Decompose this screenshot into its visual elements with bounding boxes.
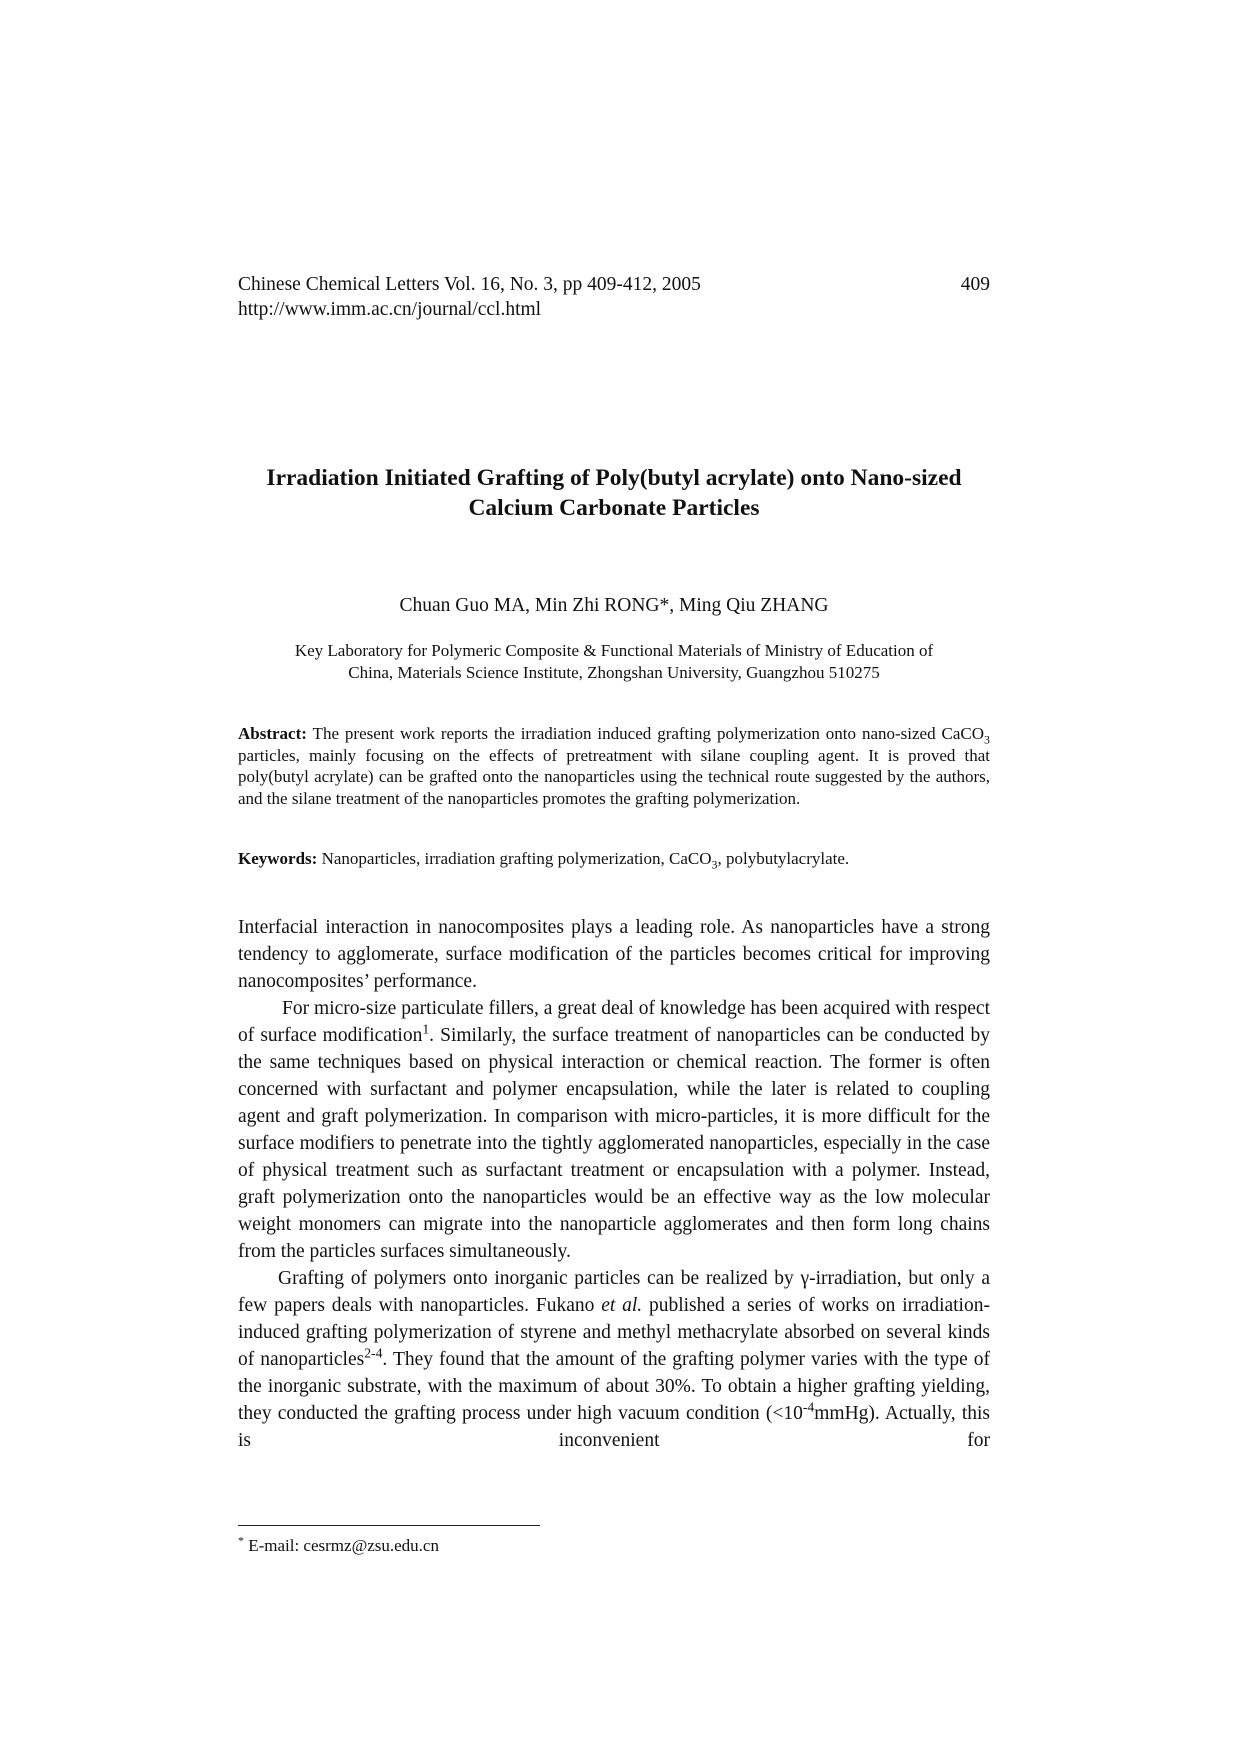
page-number: 409	[960, 274, 990, 295]
paper-title	[238, 463, 990, 523]
body-paragraph-2	[238, 995, 990, 1265]
keywords-text-b: , polybutylacrylate.	[717, 849, 850, 868]
journal-url[interactable]: http://www.imm.ac.cn/journal/ccl.html	[238, 299, 542, 320]
affiliation	[238, 640, 990, 683]
citation-1: 1	[422, 1021, 430, 1037]
abstract	[238, 723, 990, 809]
abstract-text-b: particles, mainly focusing on the effects of pretreatment with silane coupling agent. It is proved that poly(butyl acrylate) can be grafted onto the nanoparticles using the technical route suggested by the authors, and the silane treatment of the nanoparticles promotes the grafting polymerization.	[238, 745, 990, 808]
p2-text-b: . Similarly, the surface treatment of nanoparticles can be conducted by the same techniques based on physical interaction or chemical reaction. The former is often concerned with surfactant and polymer encapsulation, while the later is related to coupling agent and graft polymerization. In comparison with micro-particles, it is more difficult for the surface modifiers to penetrate into the tightly agglomerated nanoparticles, especially in the case of physical treatment such as surfactant treatment or encapsulation with a polymer. Instead, graft polymerization onto the nanoparticles would be an effective way as the low molecular weight monomers can migrate into the nanoparticle agglomerates and then form long chains from the particles surfaces simultaneously.	[238, 1025, 990, 1262]
journal-citation: Chinese Chemical Letters Vol. 16, No. 3, pp 409-412, 2005	[238, 274, 701, 295]
body-paragraph-1: Interfacial interaction in nanocomposites plays a leading role. As nanoparticles have a strong tendency to agglomerate, surface modification of the particles becomes critical for improving nanocomposites’ performance.	[238, 917, 990, 992]
body-text	[238, 914, 990, 1454]
footnote-mark: *	[238, 1533, 244, 1548]
pressure-exponent: -4	[802, 1399, 815, 1415]
body-paragraph-3	[238, 1265, 990, 1454]
title-line-1: Irradiation Initiated Grafting of Poly(butyl acrylate) onto Nano-sized	[266, 465, 962, 491]
p3-text-a: Grafting of polymers onto inorganic particles can be realized by γ-irradiation, but only a few papers deals with nanoparticles. Fukano	[238, 1268, 990, 1316]
affiliation-line-1: Key Laboratory for Polymeric Composite & Functional Materials of Ministry of Education of	[294, 641, 934, 660]
citation-2-4: 2-4	[364, 1345, 383, 1361]
p2-text-a: For micro-size particulate fillers, a great deal of knowledge has been acquired with respect of surface modification	[238, 998, 990, 1046]
author-list: Chuan Guo MA, Min Zhi RONG*, Ming Qiu ZHANG	[399, 595, 829, 616]
running-header	[238, 272, 990, 322]
p3-text-d: mmHg). Actually, this is inconvenient for	[238, 1403, 990, 1451]
keywords-subscript: 3	[711, 857, 718, 872]
abstract-subscript: 3	[984, 732, 990, 747]
keywords-label: Keywords:	[238, 849, 318, 868]
footnote-email[interactable]: E-mail: cesrmz@zsu.edu.cn	[243, 1536, 439, 1555]
p3-text-c: . They found that the amount of the grafting polymer varies with the type of the inorganic substrate, with the maximum of about 30%. To obtain a higher grafting yielding, they conducted the grafting process under high vacuum condition (<10	[238, 1349, 990, 1424]
affiliation-line-2: China, Materials Science Institute, Zhongshan University, Guangzhou 510275	[348, 662, 880, 682]
footnote-divider	[238, 1525, 540, 1526]
abstract-label: Abstract:	[238, 724, 307, 743]
p3-et-al: et al.	[601, 1295, 643, 1316]
footnote	[238, 1535, 439, 1557]
abstract-text-a: The present work reports the irradiation induced grafting polymerization onto nano-sized CaCO	[306, 724, 985, 743]
keywords	[238, 848, 990, 870]
title-line-2: Calcium Carbonate Particles	[468, 495, 760, 521]
p3-text-b: published a series of works on irradiation-induced grafting polymerization of styrene and methyl methacrylate absorbed on several kinds of nanoparticles	[238, 1295, 990, 1370]
keywords-text-a: Nanoparticles, irradiation grafting polymerization, CaCO	[317, 849, 712, 868]
